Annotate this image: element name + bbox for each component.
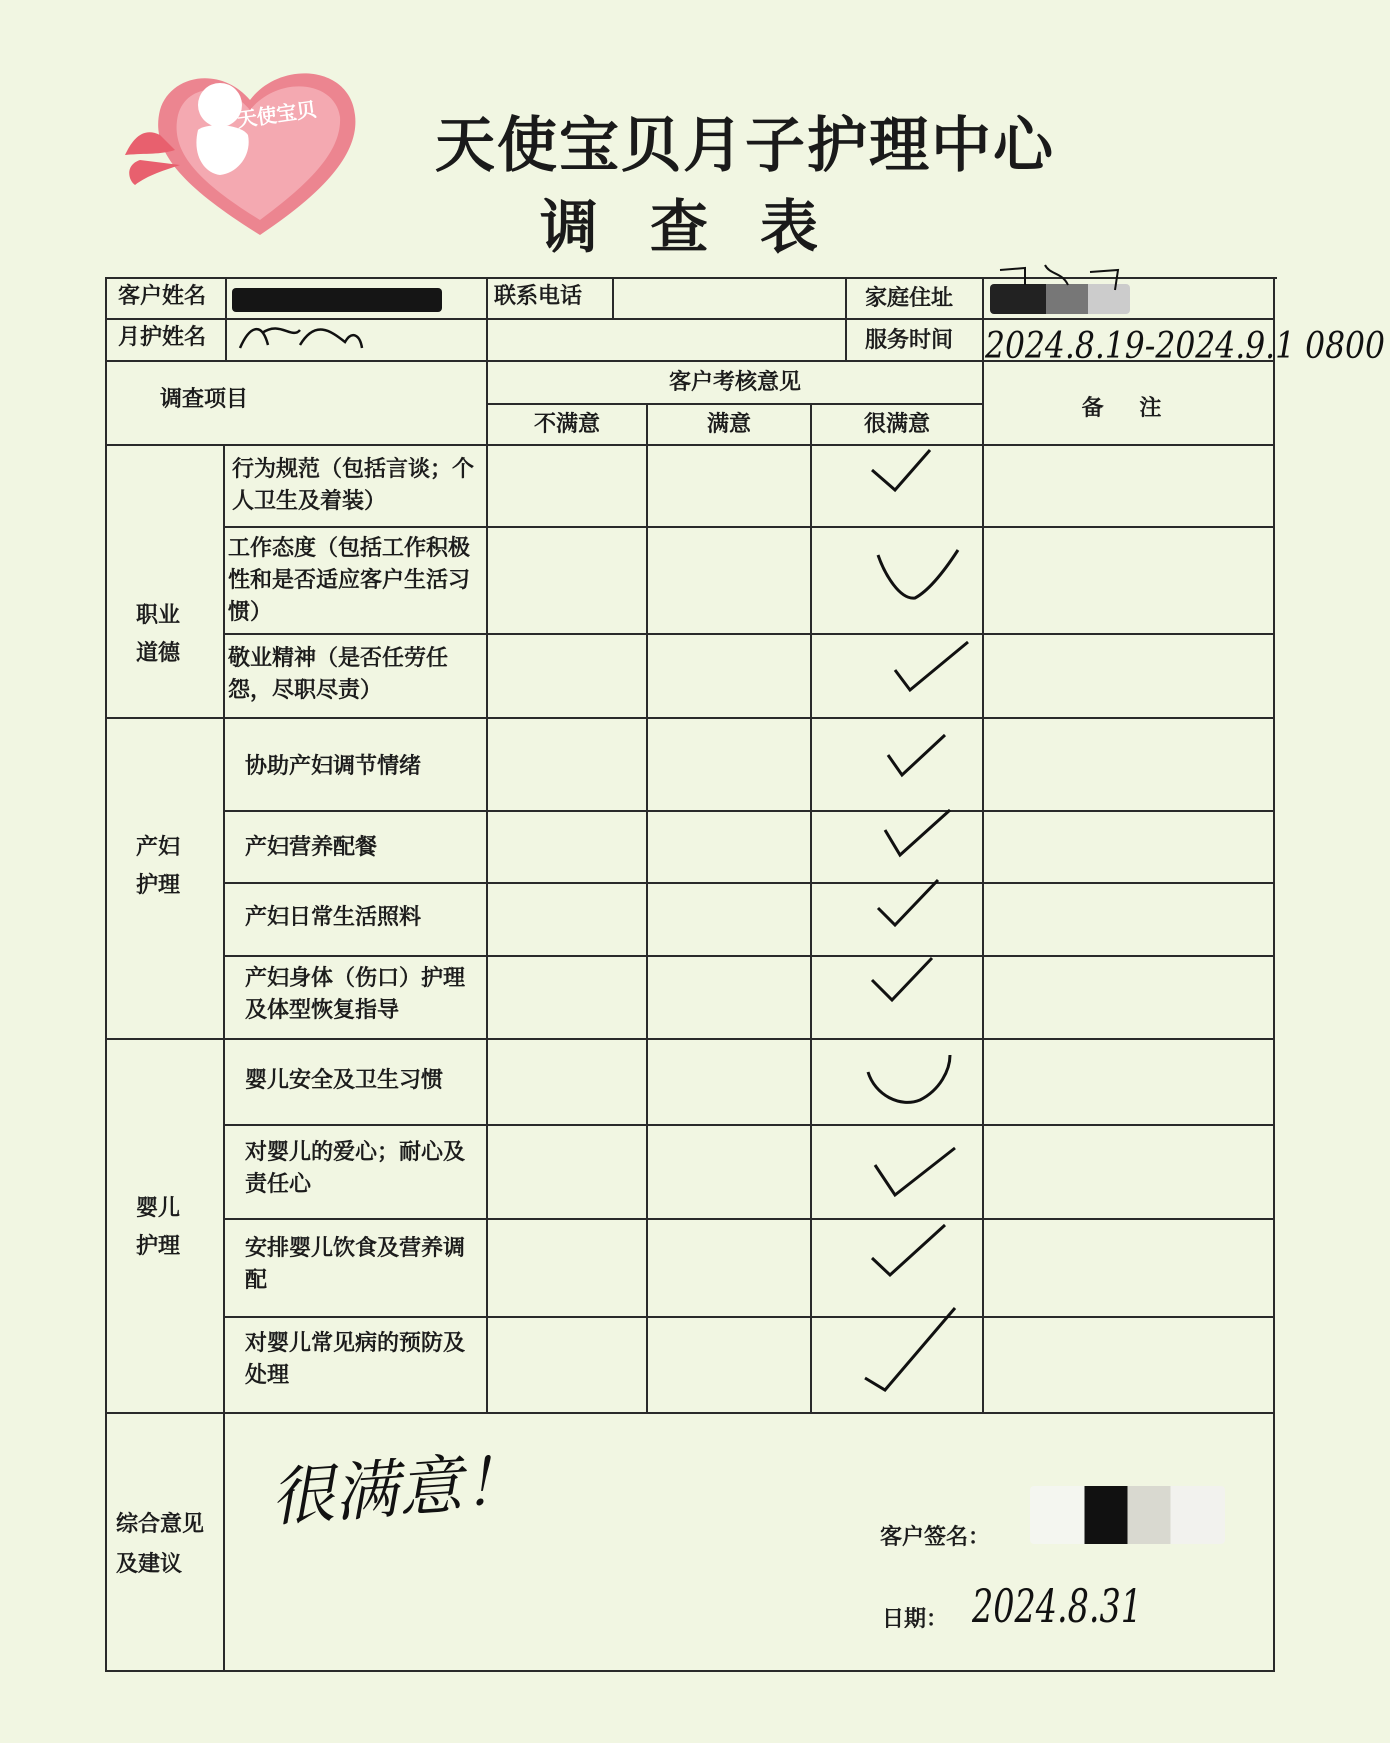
item-dedication: 敬业精神（是否任劳任怨，尽职尽责） (228, 646, 449, 703)
category-professional-ethics: 职业道德 (136, 603, 181, 666)
page-title: 天使宝贝月子护理中心 (435, 111, 1055, 181)
remarks-header: 备 注 (1081, 396, 1176, 421)
check-mark (872, 450, 930, 490)
summary-comment: 很满意！ (267, 1444, 529, 1536)
item-infant-love: 对婴儿的爱心；耐心及责任心 (245, 1140, 466, 1197)
phone-label: 联系电话 (494, 284, 583, 309)
item-infant-illness: 对婴儿常见病的预防及处理 (245, 1331, 466, 1388)
check-mark (878, 550, 958, 598)
item-nutrition: 产妇营养配餐 (245, 835, 378, 860)
survey-item-header: 调查项目 (160, 387, 249, 412)
logo-text: 天使宝贝 (235, 97, 318, 132)
item-emotion-support: 协助产妇调节情绪 (245, 754, 422, 779)
rating-header-dissatisfied: 不满意 (533, 412, 600, 437)
check-mark (875, 1148, 955, 1195)
check-mark (888, 735, 945, 775)
item-infant-safety: 婴儿安全及卫生习惯 (245, 1068, 444, 1093)
item-infant-diet: 安排婴儿饮食及营养调配 (245, 1236, 466, 1293)
customer-name-label: 客户姓名 (118, 284, 207, 309)
date-label: 日期： (882, 1607, 949, 1632)
check-mark (895, 642, 968, 690)
item-body-recovery: 产妇身体（伤口）护理及体型恢复指导 (245, 966, 466, 1023)
nurse-name-label: 月护姓名 (118, 325, 207, 350)
rating-header-satisfied: 满意 (706, 412, 751, 437)
check-mark (872, 958, 932, 1000)
address-scribble (1000, 265, 1118, 290)
signature-label: 客户签名： (880, 1525, 991, 1550)
check-mark (872, 1225, 945, 1275)
address-label: 家庭住址 (865, 286, 954, 311)
service-time-value: 2024.8.19-2024.9.1 0800 (984, 326, 1385, 367)
item-behavior: 行为规范（包括言谈；个人卫生及着装） (232, 457, 475, 514)
date-value: 2024.8.31 (971, 1579, 1142, 1633)
rating-header-very-satisfied: 很满意 (863, 412, 930, 437)
category-maternal-care: 产妇护理 (136, 835, 181, 898)
check-mark (885, 810, 950, 855)
page-subtitle: 调查表 (540, 193, 871, 261)
category-infant-care: 婴儿护理 (136, 1196, 181, 1259)
item-daily-care: 产妇日常生活照料 (245, 905, 422, 930)
check-mark (868, 1055, 950, 1102)
summary-label: 综合意见及建议 (116, 1512, 205, 1577)
nurse-name-scribble (240, 328, 362, 348)
opinion-header: 客户考核意见 (668, 370, 801, 395)
check-mark (878, 880, 938, 925)
check-mark (865, 1308, 955, 1390)
service-time-label: 服务时间 (865, 328, 954, 353)
item-work-attitude: 工作态度（包括工作积极性和是否适应客户生活习惯） (228, 536, 471, 625)
